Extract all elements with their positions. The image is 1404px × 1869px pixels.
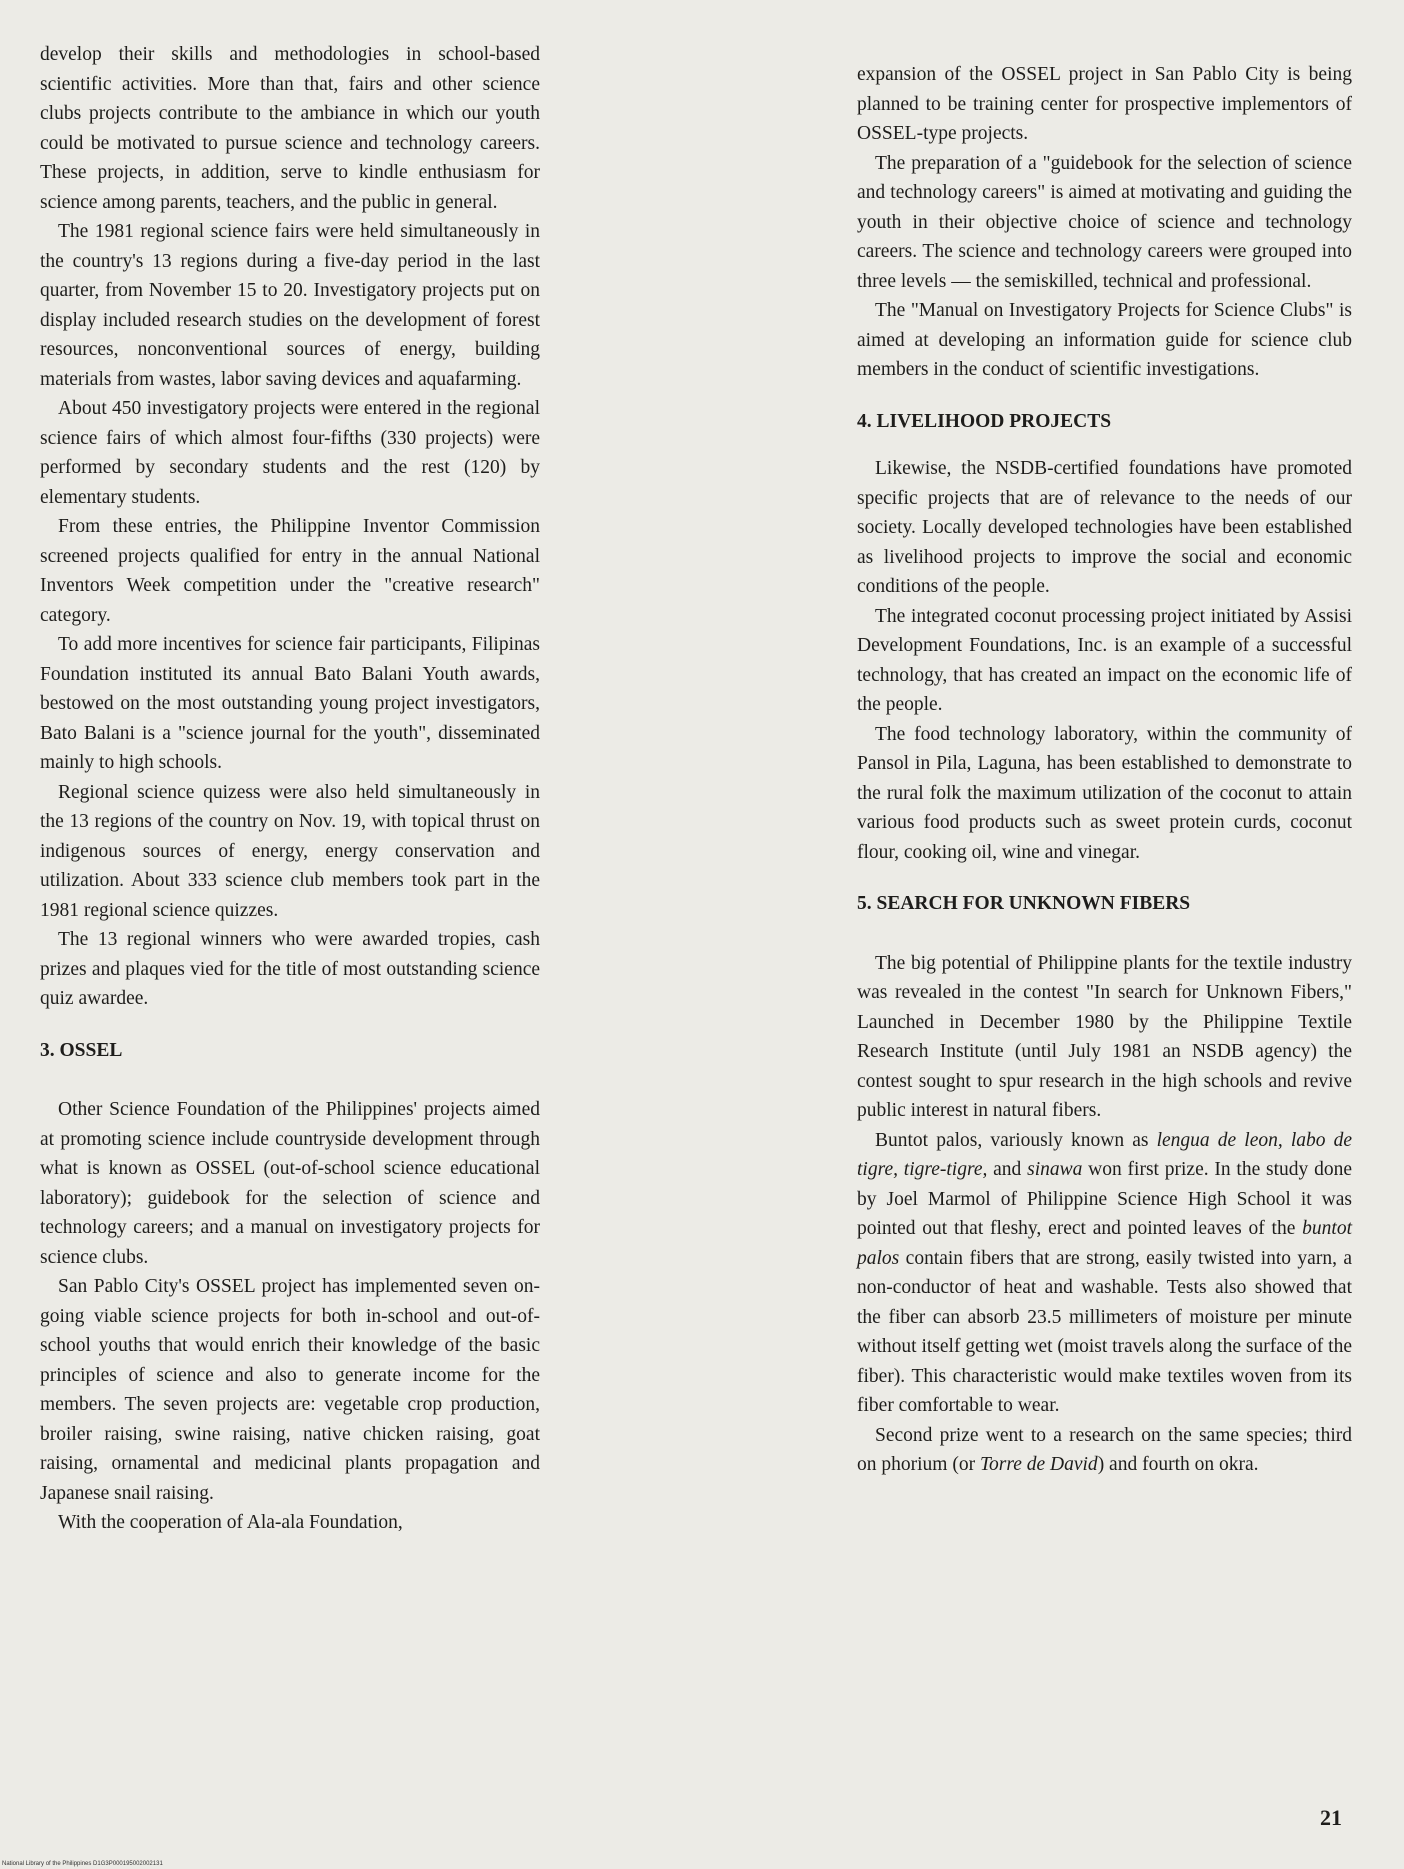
paragraph: From these entries, the Philippine Inventor Commission screened projects qualified for entry in the annual National Inventors Week competition under the "creative research" category. — [40, 516, 540, 626]
italic-text: buntot palos — [857, 1218, 1352, 1269]
left-column — [40, 40, 540, 1538]
right-column — [857, 60, 1352, 1480]
section-heading-fibers: 5. SEARCH FOR UNKNOWN FIBERS — [857, 893, 1191, 914]
paragraph: The big potential of Philippine plants for the textile industry was revealed in the contest "In search for Unknown Fibers," Launched in December 1980 by the Philippine Textile Research Institute (until July 1981 an NSDB agency) the contest sought to spur research in the high schools and revive public interest in natural fibers. — [857, 952, 1352, 1121]
italic-text: lengua de leon, labo de tigre, tigre-tigre, — [857, 1129, 1353, 1180]
section-heading-livelihood: 4. LIVELIHOOD PROJECTS — [857, 410, 1112, 432]
paragraph: expansion of the OSSEL project in San Pablo City is being planned to be training center for prospective implementors of OSSEL-type projects. — [857, 64, 1352, 144]
paragraph: Likewise, the NSDB-certified foundations have promoted specific projects that are of relevance to the needs of our society. Locally developed technologies have been established as livelihood projects to improve the social and economic conditions of the people. — [857, 458, 1352, 597]
paragraph: The 13 regional winners who were awarded tropies, cash prizes and plaques vied for the title of most outstanding science quiz awardee. — [40, 929, 540, 1009]
paragraph: The food technology laboratory, within the community of Pansol in Pila, Laguna, has been established to demonstrate to the rural folk the maximum utilization of the coconut to attain various food products such as sweet protein curds, coconut flour, cooking oil, wine and vinegar. — [857, 723, 1352, 863]
paragraph: The integrated coconut processing project initiated by Assisi Development Foundations, Inc. is an example of a successful technology, that has created an impact on the economic life of the people. — [857, 605, 1352, 715]
paragraph: With the cooperation of Ala-ala Foundation, — [58, 1512, 403, 1533]
paragraph: San Pablo City's OSSEL project has implemented seven on-going viable science projects for both in-school and out-of-school youths that would enrich their knowledge of the basic principles of science and also to generate income for the members. The seven projects are: vegetable crop production, broiler raising, swine raising, native chicken raising, goat raising, ornamental and medicinal plants propagation and Japanese snail raising. — [40, 1276, 540, 1504]
text-run: Buntot palos, variously known as — [875, 1129, 1157, 1151]
page-number: 21 — [1320, 1805, 1342, 1830]
italic-text: Torre de David — [979, 1454, 1098, 1475]
section-heading-ossel: 3. OSSEL — [40, 1039, 123, 1061]
paragraph: develop their skills and methodologies in school-based scientific activities. More than that, fairs and other science clubs projects contribute to the ambiance in which our youth could be motivated to pursue science and technology careers. These projects, in addition, serve to kindle enthusiasm for science among parents, teachers, and the public in general. — [40, 44, 540, 213]
text-run: and — [987, 1159, 1028, 1180]
paragraph: Other Science Foundation of the Philippines' projects aimed at promoting science include countryside development through what is known as OSSEL (out-of-school science educational laboratory); guidebook for the selection of science and technology careers; and a manual on investigatory projects for science clubs. — [40, 1099, 540, 1268]
paragraph: About 450 investigatory projects were entered in the regional science fairs of which almost four-fifths (330 projects) were performed by secondary students and the rest (120) by elementary students. — [40, 398, 540, 508]
paragraph: The "Manual on Investigatory Projects for Science Clubs" is aimed at developing an information guide for science club members in the conduct of scientific investigations. — [857, 300, 1352, 380]
italic-text: sinawa — [1027, 1159, 1083, 1180]
text-run: contain fibers that are strong, easily twisted into yarn, a non-conductor of heat and washable. Tests also showed that the fiber can absorb 23.5 millimeters of moisture per minute without itself getting wet (moist travels along the surface of the fiber). This characteristic would make textiles woven from its fiber comfortable to wear. — [857, 1247, 1352, 1416]
text-run: Second prize went to a research on the same species; third on phorium (or — [857, 1424, 1352, 1475]
paragraph: The preparation of a "guidebook for the selection of science and technology careers" is aimed at motivating and guiding the youth in their objective choice of science and technology careers. The science and technology careers were grouped into three levels — the semiskilled, technical and professional. — [857, 152, 1352, 292]
footer-note: National Library of the Philippines D1G3P000195002002131 — [2, 1861, 163, 1867]
paragraph — [857, 1126, 1352, 1421]
paragraph: Regional science quizess were also held simultaneously in the 13 regions of the country on Nov. 19, with topical thrust on indigenous sources of energy, energy conservation and utilization. About 333 science club members took part in the 1981 regional science quizzes. — [40, 781, 540, 921]
text-run: ) and fourth on okra. — [1097, 1454, 1259, 1475]
paragraph: The 1981 regional science fairs were held simultaneously in the country's 13 regions during a five-day period in the last quarter, from November 15 to 20. Investigatory projects put on display included research studies on the development of forest resources, nonconventional sources of energy, building materials from wastes, labor saving devices and aquafarming. — [40, 221, 540, 390]
paragraph: To add more incentives for science fair participants, Filipinas Foundation instituted its annual Bato Balani Youth awards, bestowed on the most outstanding young project investigators, Bato Balani is a "science journal for the youth", disseminated mainly to high schools. — [40, 634, 540, 773]
text-run: won first prize. In the study done by Joel Marmol of Philippine Science High School it was pointed out that fleshy, erect and pointed leaves of the — [857, 1159, 1352, 1239]
paragraph — [857, 1421, 1352, 1480]
